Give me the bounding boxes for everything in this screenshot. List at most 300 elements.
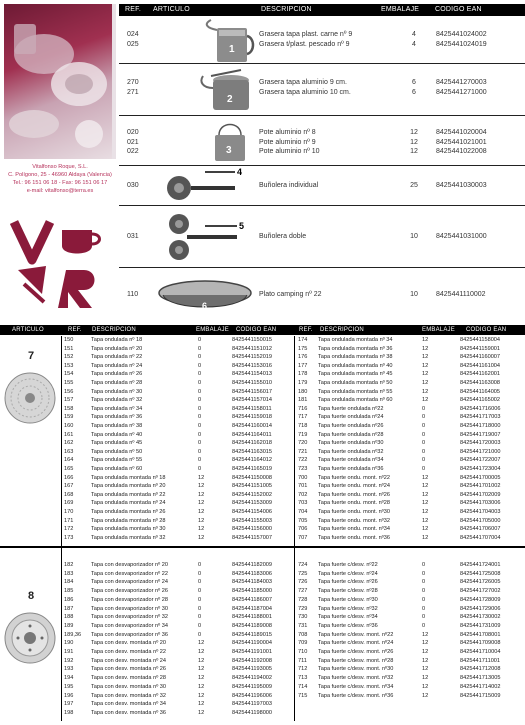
description-cell: Tapa con desv. montada nº 34 xyxy=(91,701,167,708)
description-cell: Tapa con desvaporizador nº 30 xyxy=(91,605,168,612)
pack-cell: 12 xyxy=(198,640,205,647)
description-cell: Tapa ondulada nº 32 xyxy=(91,397,143,404)
pack-cell: 12 xyxy=(422,337,429,343)
product-description: Grasera tapa aluminio 9 cm. Grasera tapa aluminio 10 cm. xyxy=(259,79,351,96)
description-cell: Tapa fuerte ondulada nº30 xyxy=(318,440,384,447)
ean-cell: 8425441716006 xyxy=(460,405,501,412)
pack-cell: 12 xyxy=(422,345,429,352)
ean-cell: 8425441189008 xyxy=(232,622,273,629)
pote-aluminio-image xyxy=(155,117,255,165)
section-7-label: 7 xyxy=(28,350,35,362)
ref-cell: 709 xyxy=(298,640,308,647)
ref-cell: 710 xyxy=(298,649,308,655)
description-cell: Tapa con desv. montada nº 20 xyxy=(91,640,167,647)
pack-cell: 12 xyxy=(422,397,429,404)
description-cell: Tapa ondulada montada nº 32 xyxy=(91,534,166,541)
product-ean: 8425441024002 8425441024019 xyxy=(436,31,487,48)
pack-cell: 0 xyxy=(198,388,202,395)
ean-cell: 8425441721000 xyxy=(460,448,501,455)
ref-cell: 156 xyxy=(64,388,74,395)
ean-cell: 8425441160014 xyxy=(232,423,273,429)
pack-cell: 0 xyxy=(198,605,202,612)
ean-cell: 8425441713005 xyxy=(460,675,501,682)
ref-cell: 185 xyxy=(64,588,74,595)
ean-cell: 8425441155003 xyxy=(232,517,273,524)
product-number: 5 xyxy=(239,221,245,231)
ref-cell: 157 xyxy=(64,397,74,404)
ean-cell: 8425441160007 xyxy=(460,354,501,361)
pack-cell: 12 xyxy=(422,526,429,533)
description-cell: Tapa fuerte ondulada nº22 xyxy=(318,405,384,412)
pack-cell: 12 xyxy=(422,500,429,507)
pack-cell: 0 xyxy=(422,614,426,621)
product-refs: 031 xyxy=(127,233,139,240)
section-7-illustration xyxy=(2,350,58,440)
product-ean: 8425441110002 xyxy=(436,291,486,298)
ref-cell: 721 xyxy=(298,448,308,455)
product-row xyxy=(119,268,525,323)
ean-cell: 8425441195009 xyxy=(232,683,273,690)
ref-cell: 183 xyxy=(64,570,74,577)
description-cell: Tapa ondulada montada nº 38 xyxy=(318,354,393,361)
pack-cell: 0 xyxy=(198,354,202,361)
description-cell: Tapa ondulada nº 50 xyxy=(91,448,143,455)
pack-cell: 12 xyxy=(422,491,429,498)
ref-cell: 717 xyxy=(298,414,308,421)
description-cell: Tapa con desv. montada nº 30 xyxy=(91,683,167,690)
pack-cell: 0 xyxy=(198,562,202,568)
description-cell: Tapa fuerte c/desv. mont. nº34 xyxy=(318,683,394,690)
pack-cell: 12 xyxy=(422,388,429,395)
ref-cell: 167 xyxy=(64,483,74,490)
pack-cell: 12 xyxy=(198,526,205,533)
company-email: e-mail: vitalfonso@terra.es xyxy=(26,188,94,194)
ean-cell: 8425441194002 xyxy=(232,675,273,682)
description-cell: Tapa fuerte c/desv. mont. nº30 xyxy=(318,666,394,673)
tapa-desvaporizador-icon xyxy=(2,608,58,668)
product-pack: 25 xyxy=(410,182,418,189)
ref-cell: 197 xyxy=(64,701,74,708)
ref-cell: 194 xyxy=(64,675,74,682)
pack-cell: 0 xyxy=(198,431,202,438)
description-cell: Tapa fuerte c/desv. mont. nº32 xyxy=(318,675,394,682)
ref-cell: 164 xyxy=(64,457,74,464)
ean-cell: 8425441719007 xyxy=(460,431,501,438)
pack-cell: 0 xyxy=(198,588,202,595)
ref-cell: 155 xyxy=(64,380,74,386)
pack-cell: 0 xyxy=(198,622,202,629)
ref-cell: 724 xyxy=(298,562,308,568)
pack-cell: 0 xyxy=(198,405,202,412)
ref-cell: 196 xyxy=(64,692,74,699)
ref-cell: 172 xyxy=(64,526,74,533)
ean-cell: 8425441704003 xyxy=(460,509,501,515)
section-divider xyxy=(0,546,525,548)
ref-cell: 712 xyxy=(298,666,308,673)
pack-cell: 12 xyxy=(198,483,205,490)
ean-cell: 8425441192008 xyxy=(232,657,273,664)
pack-cell: 0 xyxy=(198,345,202,352)
description-cell: Tapa fuerte c/desv. nº22 xyxy=(318,562,378,568)
ean-cell: 8425441165019 xyxy=(232,466,273,472)
ref-cell: 727 xyxy=(298,588,308,595)
description-cell: Tapa ondulada montada nº 34 xyxy=(318,337,393,343)
pack-cell: 12 xyxy=(422,692,429,699)
section-8-illustration xyxy=(2,590,58,680)
ref-cell: 180 xyxy=(298,388,308,395)
ean-cell: 8425441151012 xyxy=(232,345,273,352)
company-info xyxy=(2,163,118,195)
product-row xyxy=(119,116,525,166)
photo-illustration xyxy=(4,4,112,159)
kitchenware-photo xyxy=(4,4,116,159)
pack-cell: 12 xyxy=(198,509,205,515)
pack-cell: 0 xyxy=(422,579,426,586)
ref-cell: 716 xyxy=(298,405,308,412)
product-row xyxy=(119,16,525,64)
product-row xyxy=(119,64,525,116)
product-ean: 8425441020004 8425441021001 8425441022008 xyxy=(436,129,487,155)
ean-cell: 8425441156000 xyxy=(232,526,273,533)
company-name: Vitalfonso Roque, S.L. xyxy=(32,164,88,170)
ean-cell: 8425441714002 xyxy=(460,683,501,690)
pack-cell: 0 xyxy=(198,414,202,421)
description-cell: Tapa con desvaporizador nº 32 xyxy=(91,614,168,621)
ean-cell: 8425441186007 xyxy=(232,596,273,603)
ean-cell: 8425441154006 xyxy=(232,509,273,515)
pack-cell: 12 xyxy=(422,649,429,655)
description-cell: Tapa ondulada nº 34 xyxy=(91,405,143,412)
grasera-aluminio-image xyxy=(155,66,255,114)
pack-cell: 12 xyxy=(422,371,429,378)
description-cell: Tapa fuerte ondu. mont. nº24 xyxy=(318,483,391,490)
ean-cell: 8425441700005 xyxy=(460,474,501,481)
description-cell: Tapa con desv. montada nº 28 xyxy=(91,675,167,682)
pack-cell: 0 xyxy=(422,588,426,595)
ean-cell: 8425441710004 xyxy=(460,649,501,655)
ref-cell: 174 xyxy=(298,337,308,343)
pack-cell: 12 xyxy=(198,474,205,481)
ref-cell: 729 xyxy=(298,605,308,612)
ean-cell: 8425441191001 xyxy=(232,649,273,655)
description-cell: Tapa ondulada montada nº 55 xyxy=(318,388,393,395)
ref-cell: 184 xyxy=(64,579,74,586)
ean-cell: 8425441718000 xyxy=(460,423,501,429)
ref-cell: 151 xyxy=(64,345,74,352)
product-number: 1 xyxy=(229,44,235,55)
pack-cell: 12 xyxy=(422,675,429,682)
description-cell: Tapa fuerte c/desv. nº34 xyxy=(318,614,378,621)
ean-cell: 8425441185000 xyxy=(232,588,273,595)
ref-cell: 162 xyxy=(64,440,74,447)
pack-cell: 12 xyxy=(198,500,205,507)
description-cell: Tapa fuerte ondulada nº34 xyxy=(318,457,384,464)
ref-cell: 719 xyxy=(298,431,308,438)
ean-cell: 8425441163008 xyxy=(460,380,501,386)
description-cell: Tapa fuerte c/desv. nº36 xyxy=(318,622,378,629)
company-address: C. Polígono, 25 - 46960 Aldaya (Valencia) xyxy=(8,172,112,178)
description-cell: Tapa fuerte c/desv. nº32 xyxy=(318,605,378,612)
ean-cell: 8425441184003 xyxy=(232,579,273,586)
pack-cell: 0 xyxy=(198,397,202,404)
product-number: 4 xyxy=(237,167,243,177)
ref-cell: 728 xyxy=(298,596,308,603)
description-cell: Tapa fuerte c/desv. nº24 xyxy=(318,570,378,577)
ref-cell: 159 xyxy=(64,414,74,421)
description-cell: Tapa fuerte c/desv. mont. nº22 xyxy=(318,631,394,638)
ean-cell: 8425441703006 xyxy=(460,500,501,507)
description-cell: Tapa con desvaporizador nº 34 xyxy=(91,622,168,629)
ean-cell: 8425441188001 xyxy=(232,614,273,621)
ref-cell: 193 xyxy=(64,666,74,673)
pack-cell: 0 xyxy=(198,440,202,447)
pack-cell: 12 xyxy=(422,474,429,481)
ean-cell: 8425441162018 xyxy=(232,440,273,447)
description-cell: Tapa fuerte ondu. mont. nº22 xyxy=(318,474,391,481)
pack-cell: 12 xyxy=(422,683,429,690)
ref-cell: 179 xyxy=(298,380,308,386)
ref-cell: 173 xyxy=(64,534,74,541)
description-cell: Tapa ondulada nº 36 xyxy=(91,414,143,421)
bunolera-doble-image xyxy=(155,212,255,260)
product-refs: 270 271 xyxy=(127,79,139,96)
description-cell: Tapa ondulada montada nº 36 xyxy=(318,345,393,352)
pack-cell: 12 xyxy=(422,354,429,361)
ean-cell: 8425441158011 xyxy=(232,405,272,412)
ref-cell: 702 xyxy=(298,491,308,498)
header-ean: CODIGO EAN xyxy=(236,327,277,333)
description-cell: Tapa ondulada montada nº 26 xyxy=(91,509,166,515)
pack-cell: 0 xyxy=(422,466,426,472)
description-cell: Tapa fuerte ondu. mont. nº30 xyxy=(318,509,391,515)
pack-cell: 0 xyxy=(422,414,426,421)
product-row xyxy=(119,206,525,268)
description-cell: Tapa ondulada montada nº 50 xyxy=(318,380,393,386)
product-pack: 10 xyxy=(410,291,418,298)
ref-cell: 701 xyxy=(298,483,308,490)
ref-cell: 186 xyxy=(64,596,74,603)
description-cell: Tapa fuerte ondulada nº28 xyxy=(318,431,384,438)
product-description: Pote aluminio nº 8 Pote aluminio nº 9 Pote aluminio nº 10 xyxy=(259,129,320,155)
ean-cell: 8425441706007 xyxy=(460,526,501,533)
header-descripcion: DESCRIPCION xyxy=(261,6,312,13)
ean-cell: 8425441150008 xyxy=(232,474,273,481)
description-cell: Tapa fuerte ondulada nº26 xyxy=(318,423,384,429)
description-cell: Tapa con desvaporizador nº 36 xyxy=(91,631,168,638)
ref-cell: 161 xyxy=(64,431,74,438)
description-cell: Tapa ondulada nº 28 xyxy=(91,380,143,386)
description-cell: Tapa ondulada nº 45 xyxy=(91,440,143,447)
description-cell: Tapa ondulada montada nº 20 xyxy=(91,483,166,490)
pack-cell: 12 xyxy=(198,683,205,690)
ref-cell: 705 xyxy=(298,517,308,524)
ref-cell: 160 xyxy=(64,423,74,429)
ean-cell: 8425441723004 xyxy=(460,466,501,472)
ref-cell: 181 xyxy=(298,397,308,404)
description-cell: Tapa con desvaporizador nº 20 xyxy=(91,562,168,568)
description-cell: Tapa fuerte c/desv. mont. nº26 xyxy=(318,649,394,655)
pack-cell: 0 xyxy=(422,622,426,629)
description-cell: Tapa con desv. montada nº 32 xyxy=(91,692,167,699)
description-cell: Tapa fuerte c/desv. nº28 xyxy=(318,588,378,595)
pack-cell: 0 xyxy=(422,562,426,568)
ean-cell: 8425441162001 xyxy=(460,371,501,378)
ean-cell: 8425441155010 xyxy=(232,380,273,386)
ref-cell: 168 xyxy=(64,491,74,498)
ref-cell: 163 xyxy=(64,448,74,455)
grasera-carne-image xyxy=(155,18,255,66)
ean-cell: 8425441720003 xyxy=(460,440,501,447)
ref-cell: 166 xyxy=(64,474,74,481)
ref-cell: 730 xyxy=(298,614,308,621)
ean-cell: 8425441198000 xyxy=(232,709,273,716)
pack-cell: 0 xyxy=(198,457,202,464)
pack-cell: 12 xyxy=(198,534,205,541)
ref-cell: 715 xyxy=(298,692,308,699)
ean-cell: 8425441150015 xyxy=(232,337,273,343)
header-embalaje: EMBALAJE xyxy=(381,6,420,13)
description-cell: Tapa fuerte ondu. mont. nº28 xyxy=(318,500,391,507)
description-cell: Tapa ondulada nº 24 xyxy=(91,362,143,369)
header-descripcion-2: DESCRIPCION xyxy=(320,327,364,333)
pack-cell: 12 xyxy=(198,517,205,524)
description-cell: Tapa ondulada nº 60 xyxy=(91,466,143,472)
product-description: Buñolera doble xyxy=(259,233,307,240)
pack-cell: 0 xyxy=(422,596,426,603)
tapa-ondulada-icon xyxy=(2,368,58,428)
ref-cell: 191 xyxy=(64,649,74,655)
ean-cell: 8425441164011 xyxy=(232,431,272,438)
ref-cell: 165 xyxy=(64,466,74,472)
ref-cell: 178 xyxy=(298,371,308,378)
pack-cell: 12 xyxy=(198,649,205,655)
pack-cell: 0 xyxy=(198,362,202,369)
description-cell: Tapa con desv. montada nº 22 xyxy=(91,649,167,655)
product-ean: 8425441031000 xyxy=(436,233,487,240)
header-ref: REF. xyxy=(125,6,141,13)
ref-cell: 171 xyxy=(64,517,74,524)
section-8-label: 8 xyxy=(28,590,35,602)
description-cell: Tapa ondulada montada nº 24 xyxy=(91,500,166,507)
ean-cell: 8425441156017 xyxy=(232,388,273,395)
ean-cell: 8425441196006 xyxy=(232,692,273,699)
ean-cell: 8425441182009 xyxy=(232,562,273,568)
product-ean: 8425441030003 xyxy=(436,182,487,189)
description-cell: Tapa fuerte ondulada nº32 xyxy=(318,448,384,455)
ean-cell: 8425441731009 xyxy=(460,622,501,629)
description-cell: Tapa ondulada nº 38 xyxy=(91,423,143,429)
ean-cell: 8425441158004 xyxy=(460,337,501,343)
product-description: Grasera tapa plast. carne nº 9 Grasera t/plast. pescado nº 9 xyxy=(259,31,353,48)
ean-cell: 8425441726005 xyxy=(460,579,501,586)
ref-cell: 723 xyxy=(298,466,308,472)
pack-cell: 12 xyxy=(422,534,429,541)
ean-cell: 8425441187004 xyxy=(232,605,273,612)
description-cell: Tapa fuerte c/desv. mont. nº36 xyxy=(318,692,394,699)
ean-cell: 8425441728009 xyxy=(460,596,501,603)
pack-cell: 12 xyxy=(198,491,205,498)
pack-cell: 12 xyxy=(198,709,205,716)
product-refs: 110 xyxy=(127,291,139,298)
product-ean: 8425441270003 8425441271000 xyxy=(436,79,487,96)
header-ref-2: REF. xyxy=(299,327,313,333)
ref-cell: 150 xyxy=(64,337,74,343)
ref-cell: 731 xyxy=(298,622,308,629)
header-ean: CODIGO EAN xyxy=(435,6,482,13)
pack-cell: 12 xyxy=(422,640,429,647)
header-ean-2: CODIGO EAN xyxy=(466,327,507,333)
header-embalaje-2: EMBALAJE xyxy=(422,327,455,333)
description-cell: Tapa ondulada nº 26 xyxy=(91,371,143,378)
description-cell: Tapa fuerte c/desv. mont. nº24 xyxy=(318,640,394,647)
ean-cell: 8425441729006 xyxy=(460,605,501,612)
description-cell: Tapa ondulada montada nº 60 xyxy=(318,397,393,404)
ref-cell: 182 xyxy=(64,562,74,568)
pack-cell: 12 xyxy=(422,631,429,638)
ref-cell: 175 xyxy=(298,345,308,352)
bunolera-individual-image xyxy=(155,162,255,210)
ref-cell: 177 xyxy=(298,362,308,369)
ean-cell: 8425441183006 xyxy=(232,570,273,577)
description-cell: Tapa fuerte ondulada nº36 xyxy=(318,466,384,472)
ref-cell: 700 xyxy=(298,474,308,481)
description-cell: Tapa ondulada montada nº 18 xyxy=(91,474,166,481)
header-ref: REF. xyxy=(68,327,82,333)
column-divider xyxy=(61,336,62,721)
description-cell: Tapa ondulada nº 18 xyxy=(91,337,143,343)
column-divider xyxy=(294,336,295,721)
pack-cell: 0 xyxy=(198,570,202,577)
description-cell: Tapa ondulada nº 22 xyxy=(91,354,143,361)
pack-cell: 0 xyxy=(422,405,426,412)
ean-cell: 8425441152002 xyxy=(232,491,273,498)
product-refs: 020 021 022 xyxy=(127,129,139,155)
description-cell: Tapa fuerte ondu. mont. nº34 xyxy=(318,526,391,533)
pack-cell: 12 xyxy=(198,701,205,708)
ean-cell: 8425441730002 xyxy=(460,614,501,621)
ref-cell: 153 xyxy=(64,362,74,369)
description-cell: Tapa fuerte ondu. mont. nº32 xyxy=(318,517,391,524)
ref-cell: 722 xyxy=(298,457,308,464)
ref-cell: 189,36 xyxy=(64,631,82,638)
pack-cell: 12 xyxy=(422,657,429,664)
description-cell: Tapa ondulada nº 20 xyxy=(91,345,143,352)
description-cell: Tapa con desvaporizador nº 22 xyxy=(91,570,168,577)
description-cell: Tapa con desvaporizador nº 28 xyxy=(91,596,168,603)
ean-cell: 8425441153016 xyxy=(232,362,273,369)
product-pack: 4 4 xyxy=(412,31,416,48)
ref-cell: 726 xyxy=(298,579,308,586)
ean-cell: 8425441152019 xyxy=(232,354,273,361)
pack-cell: 12 xyxy=(422,380,429,386)
description-cell: Tapa fuerte ondu. mont. nº36 xyxy=(318,534,391,541)
pack-cell: 0 xyxy=(198,423,202,429)
ean-cell: 8425441165002 xyxy=(460,397,501,404)
product-refs: 024 025 xyxy=(127,31,139,48)
brand-logo xyxy=(10,214,110,314)
ean-cell: 8425441164005 xyxy=(460,388,501,395)
ref-cell: 154 xyxy=(64,371,74,378)
pack-cell: 0 xyxy=(198,631,202,638)
pack-cell: 12 xyxy=(198,657,205,664)
pack-cell: 0 xyxy=(198,614,202,621)
pack-cell: 0 xyxy=(198,371,202,378)
pack-cell: 0 xyxy=(198,380,202,386)
ref-cell: 198 xyxy=(64,709,74,716)
ref-cell: 703 xyxy=(298,500,308,507)
pack-cell: 0 xyxy=(422,605,426,612)
ref-cell: 714 xyxy=(298,683,308,690)
